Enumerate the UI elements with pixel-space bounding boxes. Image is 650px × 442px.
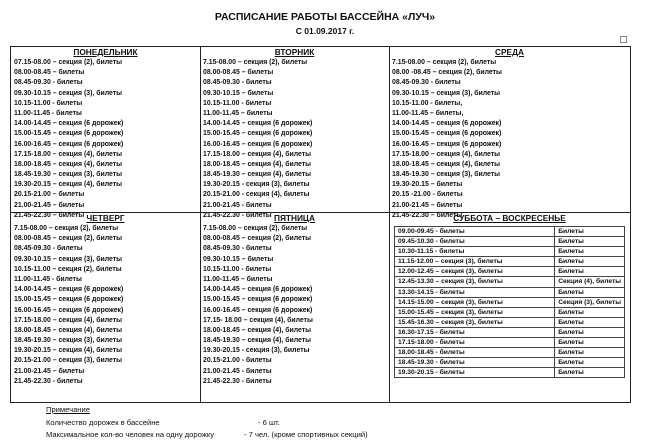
schedule-row: 10.15-11.00 - билеты: [203, 99, 272, 107]
schedule-row: 11.00-11.45 – билеты,: [392, 109, 464, 117]
sunday-cell: Билеты: [555, 237, 625, 247]
schedule-row: 10.15-11.00 - билеты,: [392, 99, 463, 107]
page-title: РАСПИСАНИЕ РАБОТЫ БАССЕЙНА «ЛУЧ»: [214, 11, 436, 23]
schedule-row: 19.30-20.15 – секция (4), билеты: [14, 181, 122, 189]
day-monday: [11, 47, 200, 221]
table-row: [395, 247, 625, 257]
saturday-cell: 09.00-09.45 - билеты: [395, 227, 555, 237]
schedule-row: 10.15-11.00 - билеты: [203, 265, 272, 273]
saturday-cell: 17.15-18.00 - билеты: [395, 338, 555, 348]
table-row: [395, 338, 625, 348]
schedule-row: 19.30-20.15 - секция (3), билеты: [203, 347, 310, 355]
schedule-row: 15.00-15.45 – секция (6 дорожек): [392, 130, 502, 138]
schedule-row: 07.15-08.00 – секция (2), билеты: [14, 59, 122, 66]
schedule-row: 21.45-22.30 - билеты: [14, 377, 83, 385]
schedule-row: 09.30-10.15 – секция (3), билеты: [14, 89, 122, 97]
schedule-row: 21.00-21.45 – билеты: [14, 367, 85, 375]
schedule-row: 21.45-22.30 - билеты: [203, 211, 272, 219]
schedule-row: 18.00-18.45 – секция (4), билеты: [14, 326, 122, 334]
schedule-row: 17.15-18.00 – секция (4), билеты: [392, 150, 500, 158]
schedule-row: 15.00-15.45 – секция (6 дорожек): [14, 296, 124, 304]
schedule-row: 08.45-09.30 - билеты: [392, 79, 461, 87]
sunday-cell: Билеты: [555, 307, 625, 317]
schedule-list: [11, 224, 200, 387]
table-row: [395, 307, 625, 317]
schedule-row: 7.15-08.00 – секция (2), билеты: [203, 225, 308, 232]
saturday-cell: 10.30-11.15 - билеты: [395, 247, 555, 257]
note-max-value: - 7 чел. (кроме спортивных секций): [244, 430, 368, 439]
schedule-row: 19.30-20.15 - секция (3), билеты: [203, 181, 310, 189]
day-friday: [200, 213, 389, 387]
schedule-row: 09.30-10.15 – секция (3), билеты: [14, 255, 122, 263]
saturday-cell: 09.45-10.30 - билеты: [395, 237, 555, 247]
schedule-row: 21.45-22.30 - билеты: [203, 377, 272, 385]
schedule-row: 16.00-16.45 – секция (6 дорожек): [203, 140, 313, 148]
schedule-row: 20.15-21.00 - секция (4), билеты: [203, 191, 310, 199]
day-wednesday: [389, 47, 630, 221]
schedule-row: 21.45-22.30 – билеты: [392, 211, 463, 219]
schedule-row: 11.00-11.45 - билеты: [14, 109, 82, 117]
table-row: [395, 358, 625, 368]
schedule-row: 08.00-08.45 – билеты: [203, 69, 274, 77]
schedule-row: 19.30-20.15 – секция (4), билеты: [14, 347, 122, 355]
sunday-cell: Билеты: [555, 348, 625, 358]
sunday-cell: Билеты: [555, 358, 625, 368]
day-name: СУББОТА – ВОСКРЕСЕНЬЕ: [453, 213, 566, 223]
weekend-table: [394, 226, 625, 378]
schedule-row: 18.00-18.45 – секция (4), билеты: [14, 160, 122, 168]
sunday-cell: Билеты: [555, 368, 625, 378]
schedule-row: 09.30-10.15 – билеты: [203, 255, 274, 263]
schedule-row: 15.00-15.45 – секция (6 дорожек): [203, 130, 313, 138]
sunday-cell: Билеты: [555, 257, 625, 267]
table-row: [395, 227, 625, 237]
schedule-row: 18.45-19.30 – секция (3), билеты: [392, 171, 500, 179]
schedule-row: 17.15-18.00 – секция (4), билеты: [203, 150, 311, 158]
note-lanes-value: - 6 шт.: [258, 418, 280, 427]
saturday-cell: 12.45-13.30 – секция (3), билеты: [395, 277, 555, 287]
schedule-row: 18.45-19.30 – секция (3), билеты: [14, 171, 122, 179]
checkbox-icon: [620, 36, 627, 43]
schedule-row: 15.00-15.45 – секция (6 дорожек): [14, 130, 124, 138]
sunday-cell: Билеты: [555, 247, 625, 257]
schedule-row: 7.15-08.00 – секция (2), билеты: [203, 59, 308, 66]
schedule-row: 18.45-19.30 – секция (4), билеты: [203, 171, 311, 179]
table-row: [395, 317, 625, 327]
schedule-row: 14.00-14.45 – секция (6 дорожек): [14, 120, 124, 128]
schedule-row: 09.30-10.15 – секция (3), билеты: [392, 89, 500, 97]
schedule-row: 17.15-18.00 – секция (4), билеты: [14, 150, 122, 158]
schedule-row: 20.15-21.00 – секция (3), билеты: [14, 357, 122, 365]
saturday-cell: 14.15-15.00 – секция (3), билеты: [395, 297, 555, 307]
schedule-row: 15.00-15.45 – секция (6 дорожек): [203, 296, 313, 304]
table-row: [395, 297, 625, 307]
day-weekend: [389, 213, 630, 377]
schedule-grid: [10, 46, 631, 403]
schedule-row: 14.00-14.45 – секция (6 дорожек): [203, 286, 313, 294]
schedule-list: [389, 58, 630, 221]
day-name: ВТОРНИК: [274, 47, 315, 57]
schedule-row: 14.00-14.45 – секция (6 дорожек): [14, 286, 124, 294]
sunday-cell: Секция (4), билеты: [555, 277, 625, 287]
schedule-row: 11.00-11.45 – билеты: [203, 109, 273, 117]
sunday-cell: Билеты: [555, 338, 625, 348]
schedule-row: 16.00-16.45 – секция (6 дорожек): [14, 140, 124, 148]
sunday-cell: Секция (3), билеты: [555, 297, 625, 307]
sunday-cell: Билеты: [555, 287, 625, 297]
schedule-row: 08.00-08.45 – секция (2), билеты: [14, 235, 122, 243]
schedule-list: [11, 58, 200, 221]
schedule-row: 16.00-16.45 – секция (6 дорожек): [203, 306, 313, 314]
schedule-list: [200, 58, 389, 221]
day-name: ЧЕТВЕРГ: [86, 213, 125, 223]
saturday-cell: 12.00-12.45 – секция (3), билеты: [395, 267, 555, 277]
schedule-row: 18.00-18.45 – секция (4), билеты: [392, 160, 500, 168]
schedule-row: 21.45-22.30 – билеты: [14, 211, 85, 219]
saturday-cell: 15.45-16.30 – секция (3), билеты: [395, 317, 555, 327]
table-row: [395, 287, 625, 297]
saturday-cell: 15.00-15.45 – секция (3), билеты: [395, 307, 555, 317]
saturday-cell: 13.30-14.15 - билеты: [395, 287, 555, 297]
note-max-label: Максимальное кол-во человек на одну дорожку: [46, 430, 215, 439]
sunday-cell: Билеты: [555, 267, 625, 277]
day-thursday: [11, 213, 200, 387]
schedule-row: 18.45-19.30 – секция (3), билеты: [14, 337, 122, 345]
sunday-cell: Билеты: [555, 317, 625, 327]
saturday-cell: 11.15-12.00 – секция (3), билеты: [395, 257, 555, 267]
schedule-row: 17.15- 18.00 – секция (4), билеты: [203, 316, 313, 324]
saturday-cell: 19.30-20.15 - билеты: [395, 368, 555, 378]
schedule-list: [200, 224, 389, 387]
schedule-row: 16.00-16.45 – секция (6 дорожек): [14, 306, 124, 314]
table-row: [395, 267, 625, 277]
schedule-row: 08.45-09.30 - билеты: [14, 245, 83, 253]
saturday-cell: 18.45-19.30 - билеты: [395, 358, 555, 368]
schedule-row: 14.00-14.45 – секция (6 дорожек): [392, 120, 502, 128]
schedule-row: 20.15-21.00 - билеты: [203, 357, 272, 365]
schedule-row: 21.00-21.45 – билеты: [14, 201, 85, 209]
schedule-row: 08.00-08.45 – билеты: [14, 69, 85, 77]
schedule-row: 10.15-11.00 – секция (2), билеты: [14, 265, 122, 273]
note-heading: Примечание: [46, 405, 90, 414]
schedule-row: 10.15-11.00 - билеты: [14, 99, 83, 107]
schedule-row: 7.15-08.00 – секция (2), билеты: [14, 225, 119, 232]
schedule-row: 19.30-20.15 – билеты: [392, 181, 463, 189]
table-row: [395, 368, 625, 378]
day-name: ПЯТНИЦА: [273, 213, 315, 223]
page-subtitle: С 01.09.2017 г.: [295, 26, 355, 36]
schedule-row: 08.45-09.30 - билеты: [14, 79, 83, 87]
schedule-row: 17.15-18.00 – секция (4), билеты: [14, 316, 122, 324]
note-lanes-label: Количество дорожек в бассейне: [46, 418, 160, 427]
day-name: ПОНЕДЕЛЬНИК: [73, 47, 138, 57]
saturday-cell: 18.00-18.45 - билеты: [395, 348, 555, 358]
schedule-row: 18.00-18.45 – секция (4), билеты: [203, 326, 311, 334]
schedule-row: 14.00-14.45 – секция (6 дорожек): [203, 120, 313, 128]
schedule-row: 08.45-09.30 - билеты: [203, 79, 272, 87]
sunday-cell: Билеты: [555, 227, 625, 237]
schedule-row: 09.30-10.15 – билеты: [203, 89, 274, 97]
schedule-row: 08.45-09.30 - билеты: [203, 245, 272, 253]
saturday-cell: 16.30-17.15 - билеты: [395, 327, 555, 337]
table-row: [395, 257, 625, 267]
schedule-row: 11.00-11.45 - билеты: [14, 275, 82, 283]
schedule-row: 20.15 -21.00 - билеты: [392, 191, 463, 199]
schedule-row: 08.00-08.45 – секция (2), билеты: [203, 235, 311, 243]
schedule-row: 16.00-16.45 – секция (6 дорожек): [392, 140, 502, 148]
sunday-cell: Билеты: [555, 327, 625, 337]
schedule-row: 20.15-21.00 – билеты: [14, 191, 85, 199]
table-row: [395, 327, 625, 337]
day-tuesday: [200, 47, 389, 221]
table-row: [395, 348, 625, 358]
schedule-row: 08.00 -08.45 – секция (2), билеты: [392, 69, 502, 77]
table-row: [395, 237, 625, 247]
schedule-row: 21.00-21.45 - билеты: [203, 367, 272, 375]
schedule-row: 7.15-08.00 – секция (2), билеты: [392, 59, 497, 66]
schedule-row: 11.00-11.45 – билеты: [203, 275, 273, 283]
day-name: СРЕДА: [495, 47, 524, 57]
table-row: [395, 277, 625, 287]
schedule-row: 18.45-19.30 – секция (4), билеты: [203, 337, 311, 345]
schedule-row: 21.00-21.45 – билеты: [392, 201, 463, 209]
schedule-row: 21.00-21.45 - билеты: [203, 201, 272, 209]
schedule-row: 18.00-18.45 – секция (4), билеты: [203, 160, 311, 168]
